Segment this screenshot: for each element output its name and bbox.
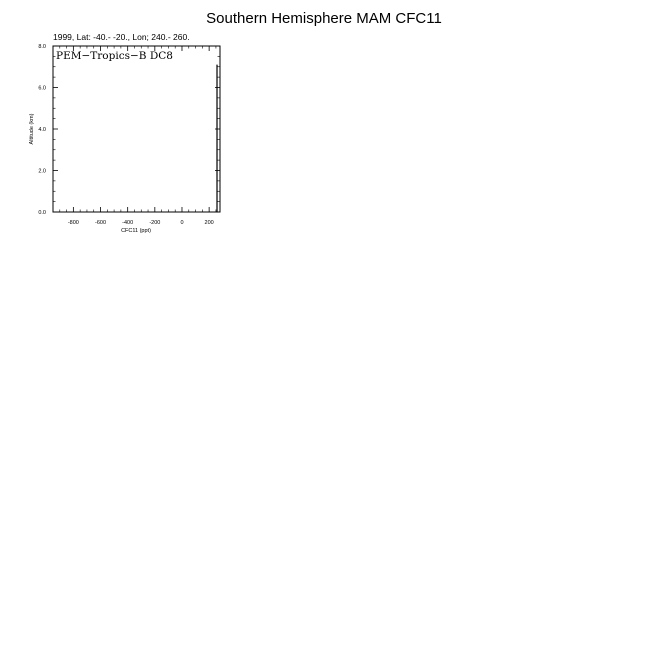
y-tick-label: 6.0	[38, 85, 46, 92]
tick-layer	[38, 44, 220, 226]
y-tick-label: 0.0	[38, 210, 46, 216]
x-tick-label: -400	[122, 220, 134, 226]
y-tick-label: 8.0	[38, 44, 46, 50]
x-tick-label: -800	[67, 220, 79, 226]
y-tick-label: 4.0	[38, 127, 46, 133]
campaign-label: PEM−Tropics−B DC8	[56, 50, 173, 62]
x-tick-label: 200	[204, 220, 214, 226]
x-axis-label: CFC11 (ppt)	[121, 228, 151, 234]
figure-subtitle: 1999, Lat: -40.- -20., Lon; 240.- 260.	[53, 32, 190, 42]
plot-frame	[53, 46, 220, 212]
figure-title: Southern Hemisphere MAM CFC11	[206, 10, 442, 27]
plot-area	[38, 44, 220, 226]
y-tick-label: 2.0	[38, 168, 46, 175]
y-axis-label: Altitude (km)	[29, 113, 35, 145]
x-tick-label: 0	[180, 220, 184, 226]
x-tick-label: -600	[95, 220, 107, 226]
x-tick-label: -200	[149, 220, 161, 226]
